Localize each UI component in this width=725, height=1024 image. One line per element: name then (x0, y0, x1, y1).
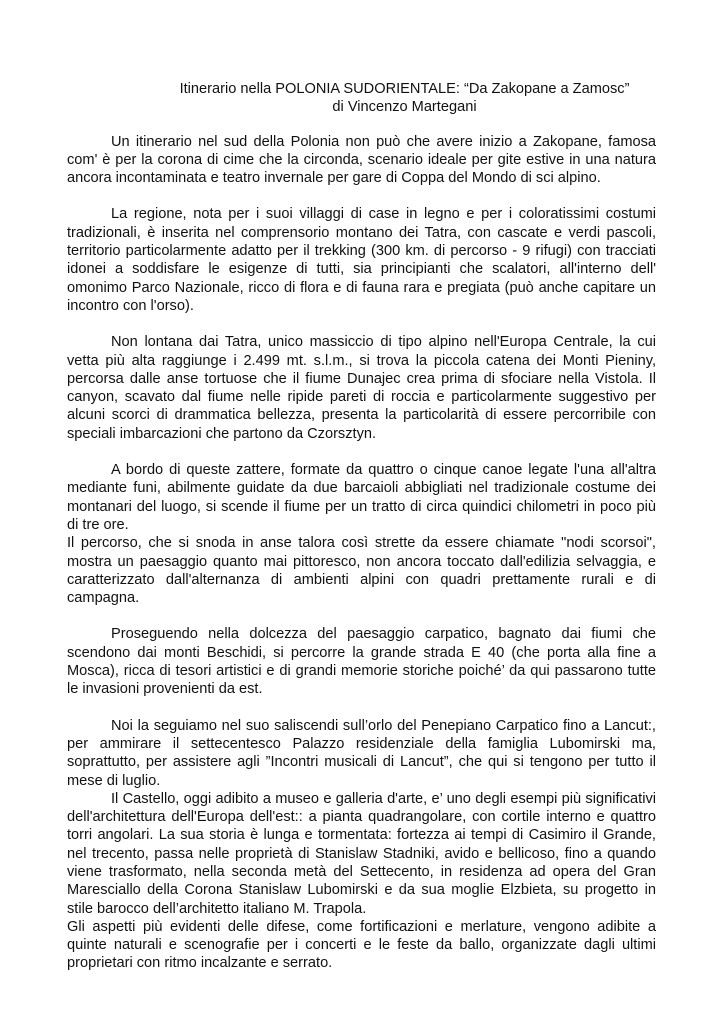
paragraph-zakopane: Un itinerario nel sud della Polonia non può che avere inizio a Zakopane, famosa com' è per la corona di cime che la circonda, scenario ideale per gite estive in una natura ancora incontaminata e teatro invernale per gare di Coppa del Mondo di sci alpino. (67, 133, 656, 187)
paragraph-carpathian-landscape: Proseguendo nella dolcezza del paesaggio carpatico, bagnato dai fiumi che scendono dai monti Beschidi, si percorre la grande strada E 40 (che porta alla fine a Mosca), ricca di tesori artistici e di grandi memorie storiche poiché’ da qui passarono tutte le invasioni provenienti da est. (67, 626, 656, 698)
title-block (67, 80, 656, 117)
paragraph-lancut: Noi la seguiamo nel suo saliscendi sull’orlo del Penepiano Carpatico fino a Lancut:, per ammirare il settecentesco Palazzo residenziale della famiglia Lubomirski ma, soprattutto, per assistere agli ”Incontri musicali di Lancut”, che qui si tengono per tutto il mese di luglio. (67, 717, 656, 789)
document-author: di Vincenzo Martegani (332, 99, 477, 116)
paragraph-castle: Il Castello, oggi adibito a museo e galleria d'arte, e’ uno degli esempi più significativi dell'architettura dell'Europa dell'est:: a pianta quadrangolare, con cortile interno e quattro torri angolari. La sua storia è lunga e tormentata: fortezza ai tempi di Casimiro il Grande, nel trecento, passa nelle proprietà di Stanislaw Stadniki, avido e bellicoso, fino a quando viene trasformato, nella seconda metà del Settecento, in residenza ad opera del Gran Maresciallo della Corona Stanislaw Lubomirski e da sua moglie Elzbieta, su progetto in stile barocco dell’architetto italiano M. Trapola. (67, 790, 656, 917)
paragraph-route: Il percorso, che si snoda in anse talora così strette da essere chiamate "nodi scorsoi", mostra un paesaggio quanto mai pittoresco, non ancora toccato dall'edilizia selvaggia, e caratterizzato dall'alternanza di ambienti alpini con quadri prettamente rurali e di campagna. (67, 535, 656, 607)
paragraph-pieniny: Non lontana dai Tatra, unico massiccio di tipo alpino nell'Europa Centrale, la cui vetta più alta raggiunge i 2.499 mt. s.l.m., si trova la piccola catena dei Monti Pieniny, percorsa dalle anse tortuose che il fiume Dunajec crea prima di sfociare nella Vistola. Il canyon, scavato dal fiume nelle ripide pareti di roccia e particolarmente suggestivo per alcuni scorci di drammatica bellezza, presenta la particolarità di essere percorribile con speciali imbarcazioni che partono da Czorsztyn. (67, 334, 656, 442)
paragraph-defenses: Gli aspetti più evidenti delle difese, come fortificazioni e merlature, vengono adibite a quinte naturali e scenografie per i concerti e le feste da ballo, organizzate dagli ultimi proprietari con ritmo incalzante e serrato. (67, 918, 656, 972)
document-page (67, 80, 656, 991)
document-title: Itinerario nella POLONIA SUDORIENTALE: “Da Zakopane a Zamosc” (179, 81, 630, 97)
paragraph-tatra-region: La regione, nota per i suoi villaggi di case in legno e per i coloratissimi costumi tradizionali, è inserita nel comprensorio montano dei Tatra, con cascate e verdi pascoli, territorio particolarmente adatto per il trekking (300 km. di percorso - 9 rifugi) con tracciati idonei a soddisfare le esigenze di tutti, sia principianti che scalatori, all'interno dell' omonimo Parco Nazionale, ricco di flora e di fauna rara e pregiata (può anche capitare un incontro con l'orso). (67, 206, 656, 314)
paragraph-rafts: A bordo di queste zattere, formate da quattro o cinque canoe legate l'una all'altra mediante funi, abilmente guidate da due barcaioli abbigliati nel tradizionale costume dei montanari del luogo, si scende il fiume per un tratto di circa quindici chilometri in poco più di tre ore. (67, 462, 656, 533)
